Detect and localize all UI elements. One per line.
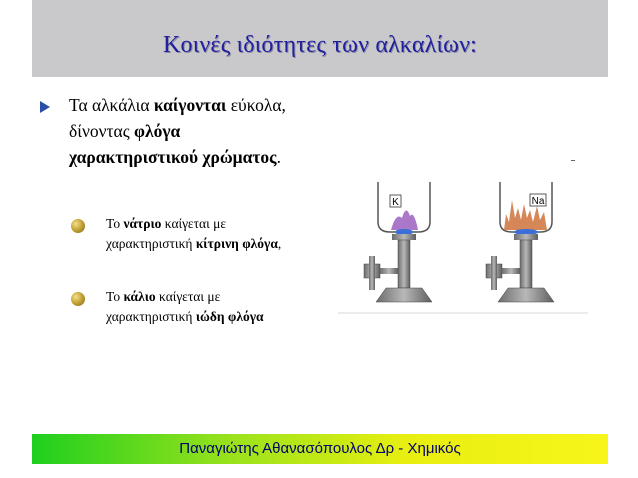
gold-sphere-bullet-icon bbox=[71, 219, 85, 233]
sub-text-part: Το bbox=[106, 216, 124, 231]
main-text-bold: καίγονται bbox=[153, 95, 227, 115]
potassium-label: K bbox=[392, 197, 399, 208]
sub-text-bold: κάλιο bbox=[123, 289, 156, 304]
gold-sphere-bullet-icon bbox=[71, 292, 85, 306]
triangle-bullet-icon bbox=[40, 101, 50, 113]
sub-text-bold: νάτριο bbox=[123, 216, 162, 231]
title-bar bbox=[32, 0, 608, 77]
sub-text-part: καίγεται με χαρακτηριστική bbox=[106, 216, 226, 251]
potassium-burner bbox=[364, 182, 432, 302]
sub-text-part: καίγεται με χαρακτηριστική bbox=[106, 289, 221, 324]
main-text-part: . bbox=[276, 147, 281, 167]
main-text-part: Τα αλκάλια bbox=[69, 95, 154, 115]
sub-text-bold: κίτρινη φλόγα bbox=[195, 236, 278, 251]
footer-bar bbox=[32, 434, 608, 464]
main-text-bold: φλόγα χαρακτηριστικού χρώματος bbox=[69, 121, 277, 167]
main-bullet-text bbox=[69, 92, 289, 170]
sub-bullet-text bbox=[106, 287, 286, 327]
flame-test-figure bbox=[338, 160, 588, 315]
slide-title: Κοινές ιδιότητες των αλκαλίων: bbox=[162, 32, 478, 58]
sub-bullet-text bbox=[106, 214, 286, 254]
sub-text-part: Το bbox=[106, 289, 124, 304]
footer-author: Παναγιώτης Αθανασόπουλος Δρ - Χημικός bbox=[179, 440, 461, 457]
sub-text-bold: ιώδη φλόγα bbox=[195, 309, 264, 324]
main-text-part: εύκολα, δίνοντας bbox=[69, 95, 286, 141]
sodium-burner bbox=[486, 182, 554, 302]
sub-text-part: , bbox=[277, 236, 282, 251]
sodium-label: Na bbox=[531, 196, 545, 207]
